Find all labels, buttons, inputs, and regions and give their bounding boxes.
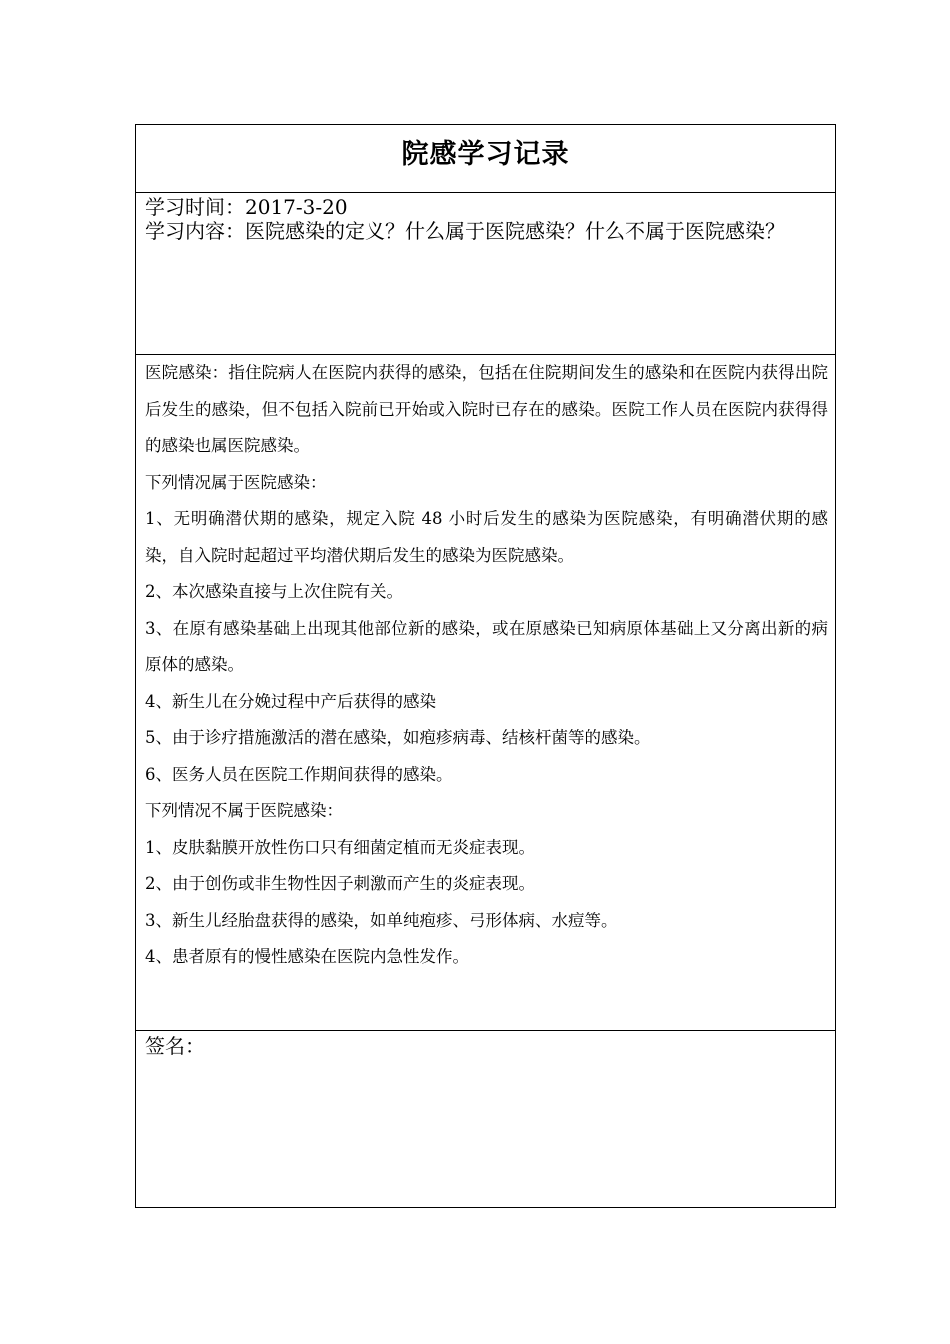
study-time: 学习时间：2017-3-20 bbox=[145, 195, 348, 219]
content-row bbox=[136, 355, 835, 1031]
signature-label: 签名： bbox=[145, 1034, 205, 1058]
signature-row bbox=[136, 1031, 835, 1207]
belongs-item-4: 4、新生儿在分娩过程中产后获得的感染 bbox=[145, 691, 436, 711]
not-belongs-item-1: 1、皮肤黏膜开放性伤口只有细菌定植而无炎症表现。 bbox=[145, 837, 535, 857]
not-belongs-heading: 下列情况不属于医院感染： bbox=[145, 801, 343, 820]
page-title: 院感学习记录 bbox=[401, 139, 570, 170]
belongs-item-2: 2、本次感染直接与上次住院有关。 bbox=[145, 582, 403, 601]
not-belongs-item-3: 3、新生儿经胎盘获得的感染，如单纯疱疹、弓形体病、水痘等。 bbox=[145, 910, 618, 930]
belongs-item-5: 5、由于诊疗措施激活的潜在感染，如疱疹病毒、结核杆菌等的感染。 bbox=[145, 728, 651, 747]
title-row bbox=[136, 125, 835, 193]
belongs-item-3: 3、在原有感染基础上出现其他部位新的感染，或在原感染已知病原体基础上又分离出新的病原体的感染。 bbox=[145, 618, 828, 674]
not-belongs-item-4: 4、患者原有的慢性感染在医院内急性发作。 bbox=[145, 947, 469, 966]
topic-block bbox=[145, 195, 827, 243]
content-body bbox=[145, 355, 828, 976]
definition-paragraph: 医院感染：指住院病人在医院内获得的感染，包括在住院期间发生的感染和在医院内获得出院后发生的感染，但不包括入院前已开始或入院时已存在的感染。医院工作人员在医院内获得得的感染也属医院感染。 bbox=[145, 363, 828, 455]
topic-row bbox=[136, 193, 835, 355]
study-content: 学习内容：医院感染的定义？什么属于医院感染？什么不属于医院感染？ bbox=[145, 219, 785, 243]
record-table bbox=[135, 124, 836, 1208]
belongs-item-1: 1、无明确潜伏期的感染，规定入院 48 小时后发生的感染为医院感染，有明确潜伏期的感染，自入院时起超过平均潜伏期后发生的感染为医院感染。 bbox=[145, 509, 828, 565]
belongs-heading: 下列情况属于医院感染： bbox=[145, 472, 327, 492]
belongs-item-6: 6、医务人员在医院工作期间获得的感染。 bbox=[145, 764, 453, 784]
not-belongs-item-2: 2、由于创伤或非生物性因子刺激而产生的炎症表现。 bbox=[145, 874, 535, 893]
